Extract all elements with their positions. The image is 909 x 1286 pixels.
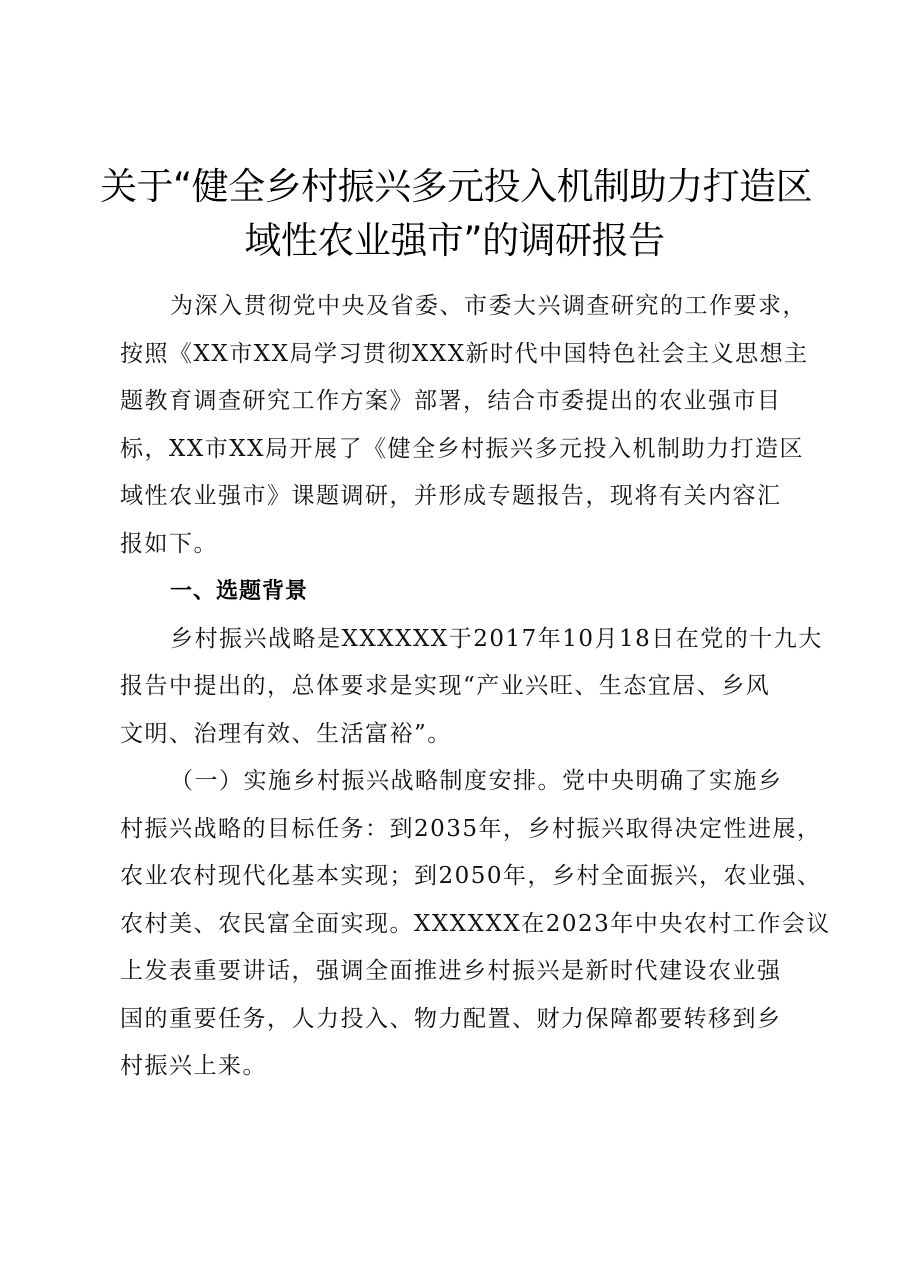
title-line-1: 关于“健全乡村振兴多元投入机制助力打造区 — [100, 165, 813, 208]
subsection1-line-5: 上发表重要讲话，强调全面推进乡村振兴是新时代建设农业强 — [120, 958, 782, 984]
subsection1-paragraph — [120, 758, 831, 1091]
subsection1-line-1: （一）实施乡村振兴战略制度安排。党中央明确了实施乡 — [170, 768, 783, 794]
intro-line-6: 报如下。 — [120, 530, 218, 557]
intro-line-2: 按照《XX市XX局学习贯彻XXX新时代中国特色社会主义思想主 — [120, 340, 809, 367]
section-heading-background: 一、选题背景 — [170, 579, 309, 604]
intro-line-5: 域性农业强市》课题调研，并形成专题报告，现将有关内容汇 — [120, 483, 782, 509]
section1-line-3: 文明、治理有效、生活富裕”。 — [120, 720, 452, 747]
subsection1-line-7: 村振兴上来。 — [120, 1053, 267, 1079]
subsection1-line-2: 村振兴战略的目标任务：到2035年，乡村振兴取得决定性进展， — [120, 815, 822, 842]
section1-line-1: 乡村振兴战略是XXXXXX于2017年10月18日在党的十九大 — [170, 625, 823, 652]
section1-line-2: 报告中提出的，总体要求是实现“产业兴旺、生态宜居、乡风 — [120, 673, 771, 699]
intro-paragraph — [120, 283, 810, 568]
subsection1-line-3: 农业农村现代化基本实现；到2050年，乡村全面振兴，农业强、 — [120, 863, 822, 889]
title-line-2: 域性农业强市”的调研报告 — [244, 219, 665, 262]
intro-line-1: 为深入贯彻党中央及省委、市委大兴调查研究的工作要求， — [170, 293, 807, 319]
subsection1-line-4: 农村美、农民富全面实现。XXXXXX在2023年中央农村工作会议 — [120, 910, 831, 937]
subsection1-line-6: 国的重要任务，人力投入、物力配置、财力保障都要转移到乡 — [120, 1005, 782, 1032]
section1-paragraph — [120, 616, 823, 759]
intro-line-4: 标，XX市XX局开展了《健全乡村振兴多元投入机制助力打造区 — [120, 435, 804, 462]
intro-line-3: 题教育调查研究工作方案》部署，结合市委提出的农业强市目 — [120, 388, 782, 414]
document-title — [100, 160, 813, 268]
document-body — [120, 283, 831, 1091]
